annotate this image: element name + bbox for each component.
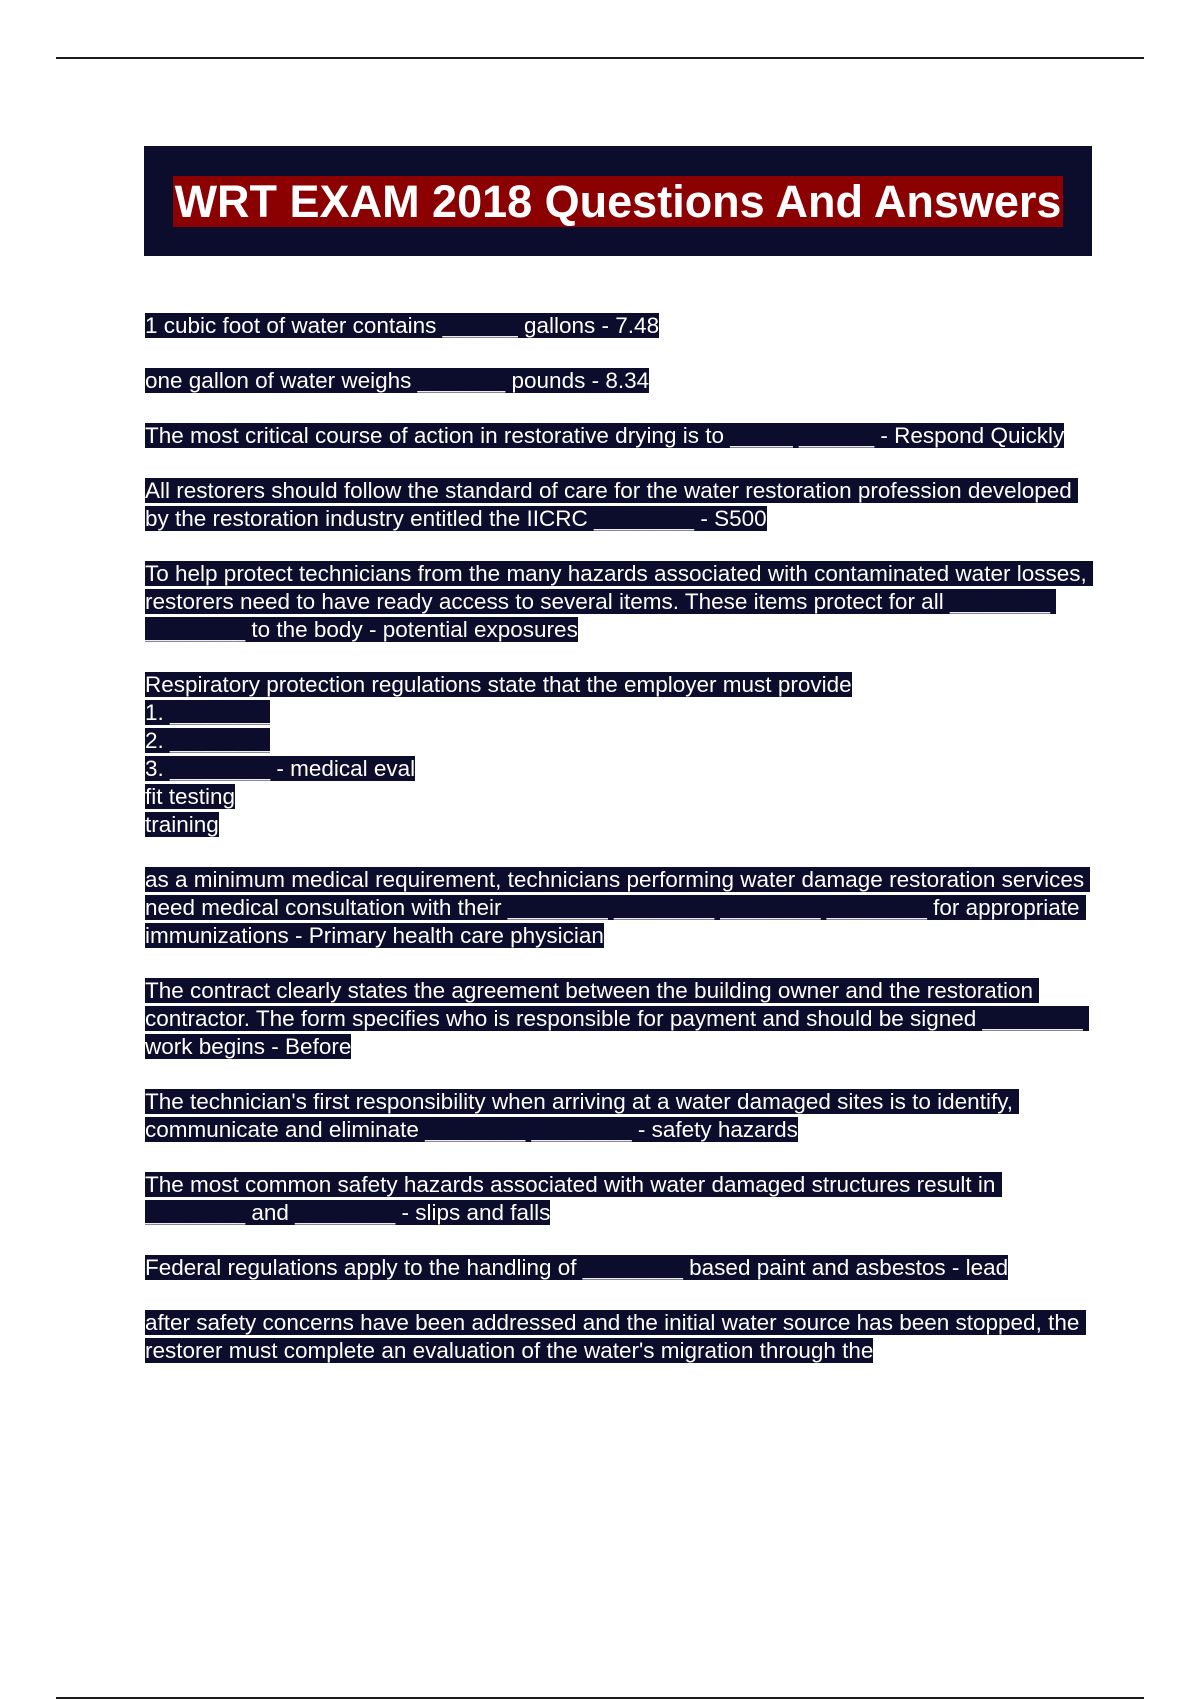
qa-item <box>145 1171 1090 1227</box>
qa-item-text: The contract clearly states the agreement between the building owner and the restoration contractor. The form specifies who is responsible for payment and should be signed ________ work begins - Before <box>145 978 1089 1059</box>
qa-item-text: All restorers should follow the standard of care for the water restoration profession developed by the restoration industry entitled the IICRC ________ - S500 <box>145 478 1079 531</box>
qa-list <box>145 312 1093 1392</box>
qa-item <box>145 866 1090 950</box>
qa-item-text: The most common safety hazards associated with water damaged structures result in ________ and ________ - slips and falls <box>145 1172 1002 1225</box>
qa-item-text: The technician's first responsibility when arriving at a water damaged sites is to identify, communicate and eliminate ________ ________ - safety hazards <box>145 1089 1020 1142</box>
bottom-rule <box>56 1697 1144 1699</box>
qa-item <box>145 477 1090 533</box>
top-rule <box>56 57 1144 59</box>
qa-item-text: as a minimum medical requirement, technicians performing water damage restoration services need medical consultation with their ________ ________ ________ ________ for appropriate immunizations - Primary health care physician <box>145 867 1091 948</box>
title-banner <box>144 146 1092 256</box>
qa-item-text: The most critical course of action in restorative drying is to _____ ______ - Respond Quickly <box>145 423 1065 448</box>
qa-item-text: Respiratory protection regulations state that the employer must provide 1. ________ 2. ________ 3. ________ - medical eval fit testing training <box>145 672 852 837</box>
qa-item <box>145 671 1090 839</box>
page-title-text: WRT EXAM 2018 Questions And Answers <box>174 175 1062 227</box>
qa-item <box>145 1309 1090 1365</box>
qa-item <box>145 1088 1090 1144</box>
qa-item <box>145 422 1090 450</box>
page-title <box>173 173 1064 230</box>
qa-item <box>145 977 1090 1061</box>
qa-item <box>145 367 1090 395</box>
qa-item-text: To help protect technicians from the many hazards associated with contaminated water losses, restorers need to have ready access to several items. These items protect for all ________ ________ to the body - potential exposures <box>145 561 1093 642</box>
qa-item-text: 1 cubic foot of water contains ______ gallons - 7.48 <box>145 313 660 338</box>
qa-item <box>145 1254 1090 1282</box>
qa-item-text: Federal regulations apply to the handling of ________ based paint and asbestos - lead <box>145 1255 1009 1280</box>
qa-item <box>145 560 1093 644</box>
qa-item-text: one gallon of water weighs _______ pounds - 8.34 <box>145 368 650 393</box>
qa-item-text: after safety concerns have been addressed and the initial water source has been stopped, the restorer must complete an evaluation of the water's migration through the <box>145 1310 1086 1363</box>
qa-item <box>145 312 1090 340</box>
